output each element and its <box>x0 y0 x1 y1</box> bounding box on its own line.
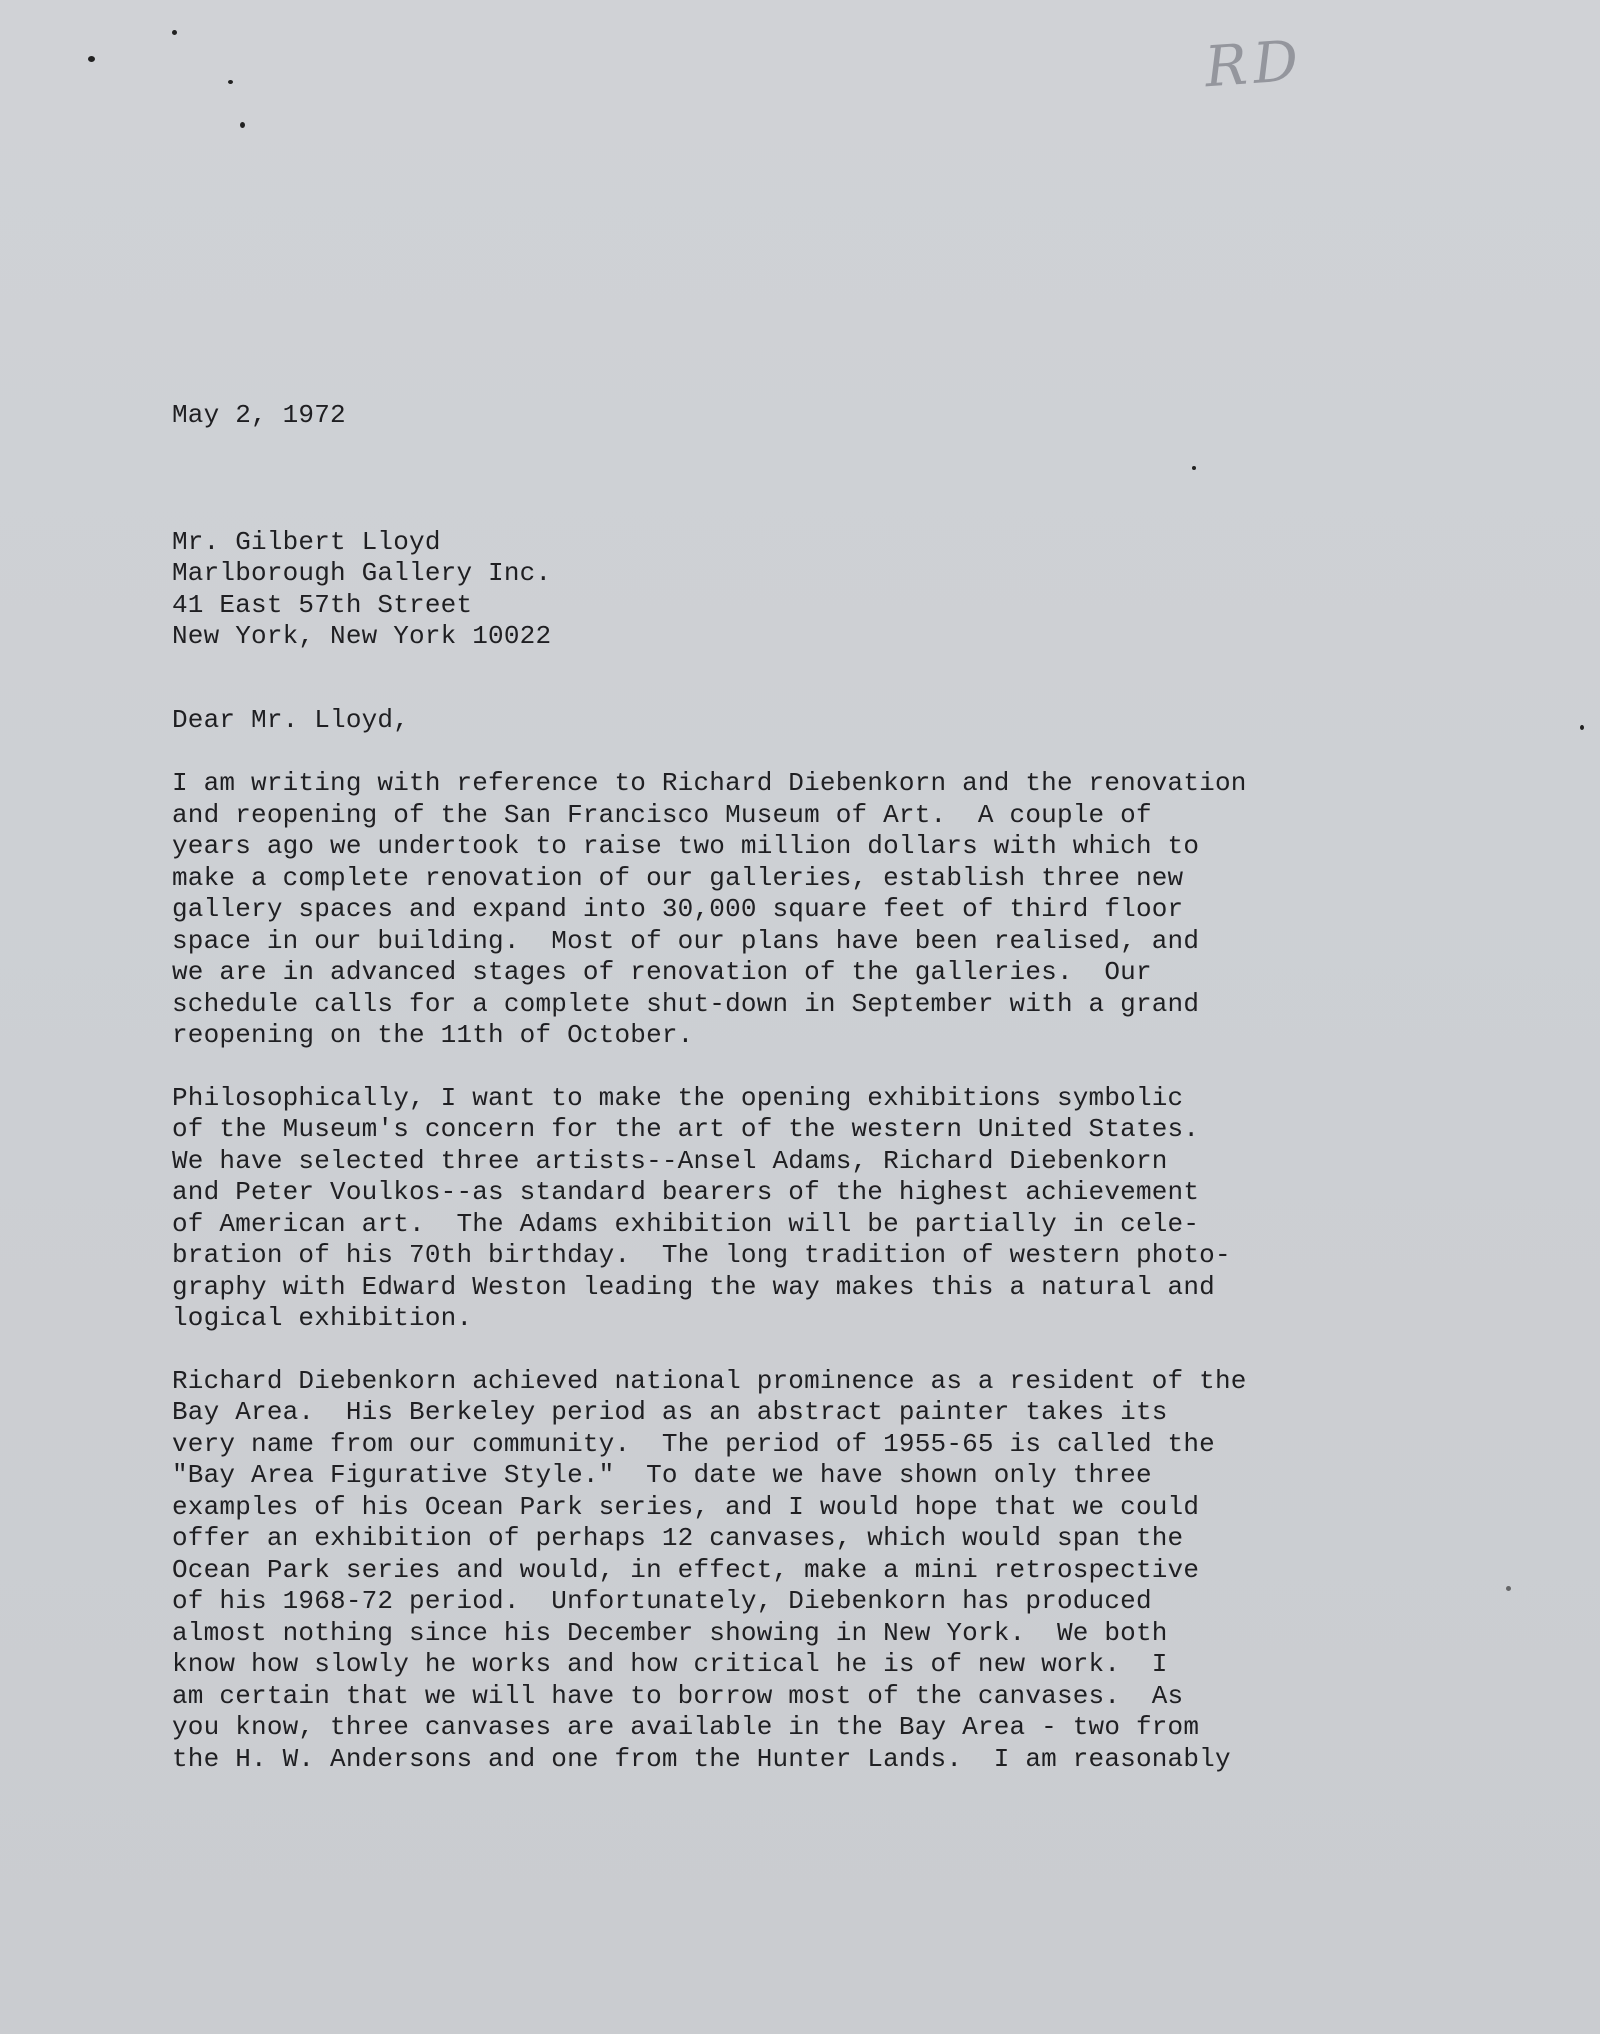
text-line: know how slowly he works and how critical he is of new work. I <box>172 1649 1168 1679</box>
paragraph-2 <box>172 1083 1352 1335</box>
text-line: am certain that we will have to borrow most of the canvases. As <box>172 1680 1184 1711</box>
paper-speck <box>88 56 95 62</box>
handwritten-initials: RD <box>1202 28 1307 101</box>
text-line: and Peter Voulkos--as standard bearers of the highest achievement <box>172 1177 1200 1207</box>
text-line: "Bay Area Figurative Style." To date we have shown only three <box>172 1460 1152 1490</box>
text-line: We have selected three artists--Ansel Adams, Richard Diebenkorn <box>172 1145 1168 1176</box>
recipient-line: 41 East 57th Street <box>172 589 473 620</box>
text-line: gallery spaces and expand into 30,000 square feet of third floor <box>172 894 1184 924</box>
paragraph-3 <box>172 1366 1352 1776</box>
text-line: of American art. The Adams exhibition will be partially in cele- <box>172 1208 1200 1239</box>
paper-speck <box>1580 725 1584 730</box>
text-line: you know, three canvases are available in the Bay Area - two from <box>172 1712 1200 1742</box>
text-line: Ocean Park series and would, in effect, make a mini retrospective <box>172 1554 1200 1585</box>
text-line: we are in advanced stages of renovation of the galleries. Our <box>172 957 1152 987</box>
text-line: and reopening of the San Francisco Museum of Art. A couple of <box>172 799 1152 830</box>
text-line: bration of his 70th birthday. The long tradition of western photo- <box>172 1240 1231 1270</box>
recipient-line: New York, New York 10022 <box>172 621 552 651</box>
salutation: Dear Mr. Lloyd, <box>172 704 410 735</box>
text-line: the H. W. Andersons and one from the Hunter Lands. I am reasonably <box>172 1743 1231 1774</box>
text-line: Bay Area. His Berkeley period as an abstract painter takes its <box>172 1397 1168 1427</box>
text-line: logical exhibition. <box>172 1303 473 1333</box>
text-line: offer an exhibition of perhaps 12 canvases, which would span the <box>172 1523 1184 1553</box>
text-line: schedule calls for a complete shut-down in September with a grand <box>172 988 1200 1019</box>
recipient-line: Marlborough Gallery Inc. <box>172 558 552 588</box>
text-line: years ago we undertook to raise two million dollars with which to <box>172 831 1200 861</box>
text-line: of his 1968-72 period. Unfortunately, Diebenkorn has produced <box>172 1586 1152 1616</box>
text-line: almost nothing since his December showing in New York. We both <box>172 1617 1168 1648</box>
text-line: graphy with Edward Weston leading the way makes this a natural and <box>172 1271 1215 1302</box>
recipient-line: Mr. Gilbert Lloyd <box>172 526 441 557</box>
text-line: reopening on the 11th of October. <box>172 1020 694 1050</box>
text-line: examples of his Ocean Park series, and I would hope that we could <box>172 1491 1200 1522</box>
paper-speck <box>172 30 177 35</box>
paper-speck <box>240 122 245 128</box>
recipient-address <box>172 527 1352 653</box>
text-line: make a complete renovation of our galleries, establish three new <box>172 862 1184 893</box>
text-line: space in our building. Most of our plans have been realised, and <box>172 925 1200 956</box>
paragraph-1 <box>172 768 1352 1052</box>
text-line: of the Museum's concern for the art of the western United States. <box>172 1114 1200 1144</box>
letter-body <box>172 400 1352 1775</box>
text-line: I am writing with reference to Richard Diebenkorn and the renovation <box>172 768 1247 798</box>
text-line: very name from our community. The period of 1955-65 is called the <box>172 1428 1215 1459</box>
paper-speck <box>228 80 233 84</box>
text-line: Richard Diebenkorn achieved national prominence as a resident of the <box>172 1365 1247 1396</box>
letter-date: May 2, 1972 <box>172 400 346 430</box>
text-line: Philosophically, I want to make the opening exhibitions symbolic <box>172 1082 1184 1113</box>
paper-speck <box>1506 1586 1511 1591</box>
